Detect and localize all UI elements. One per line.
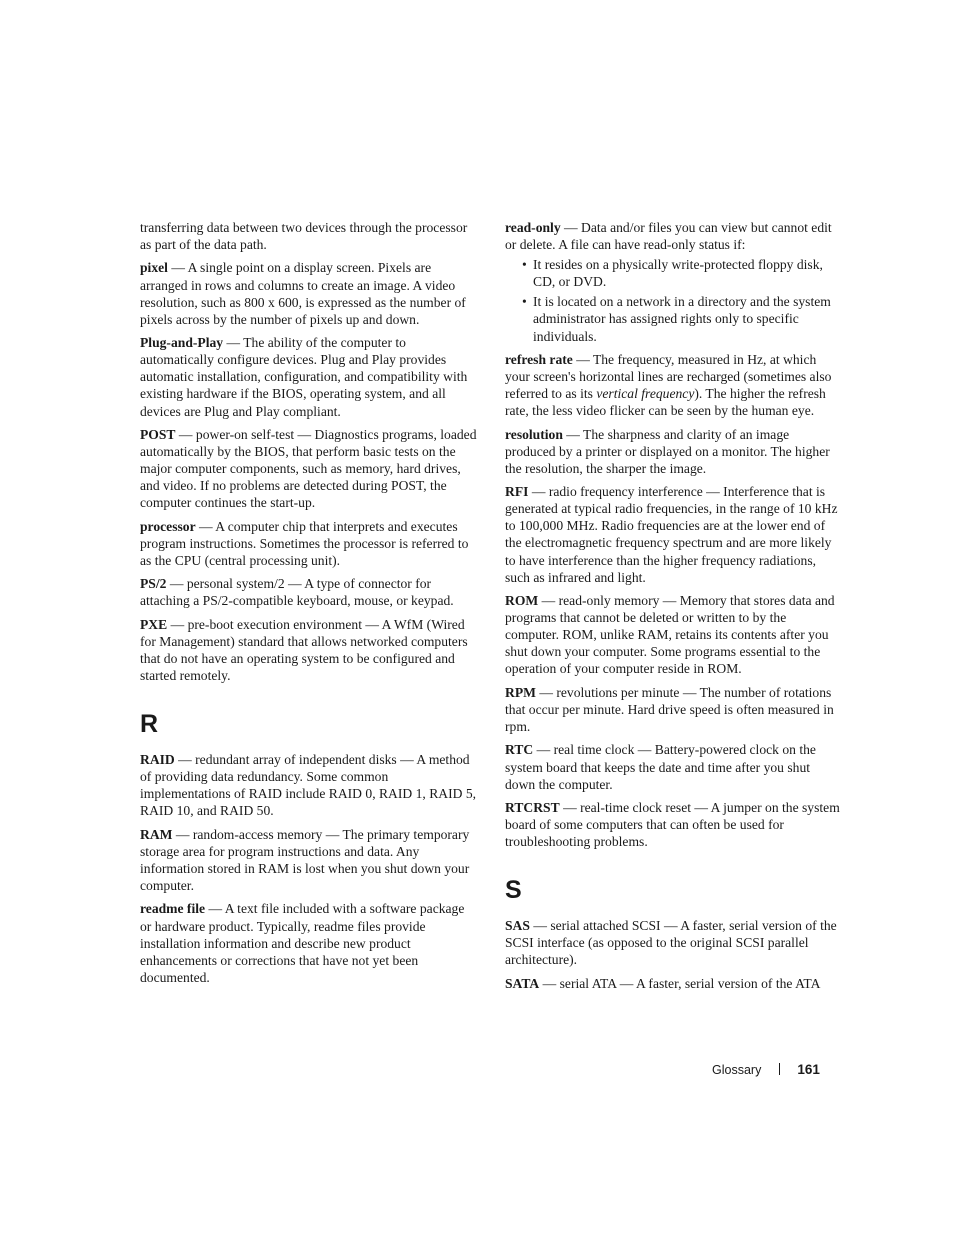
glossary-entry-ram <box>140 826 478 894</box>
entry-definition: — real-time clock reset — A jumper on the system board of some computers that can often be used for troubleshooting problems. <box>505 799 840 850</box>
entry-term: readme file <box>140 901 206 917</box>
entry-term: PS/2 <box>140 576 167 592</box>
page-footer <box>712 1061 820 1079</box>
glossary-entry-rom <box>505 592 843 677</box>
entry-term: PXE <box>140 616 168 632</box>
right-column <box>505 219 843 998</box>
left-column <box>140 219 478 992</box>
entry-definition: — The sharpness and clarity of an image produced by a printer or displayed on a monitor. The higher the resolution, the sharper the image. <box>505 426 830 476</box>
glossary-entry-rfi <box>505 483 843 586</box>
entry-definition: — read-only memory — Memory that stores data and programs that cannot be deleted or written to by the computer. ROM, unlike RAM, retains its contents after you shut down your computer. Some programs essential to the operation of your computer reside in ROM. <box>505 593 835 677</box>
glossary-entry-refresh-rate <box>505 351 843 419</box>
entry-term: POST <box>140 426 176 442</box>
section-heading-r: R <box>140 710 159 739</box>
glossary-entry-read-only <box>505 219 843 253</box>
glossary-entry-resolution <box>505 426 843 477</box>
list-item: • It resides on a physically write-protected floppy disk, CD, or DVD. <box>505 256 843 290</box>
entry-term: ROM <box>505 593 539 609</box>
entry-definition: — A text file included with a software package or hardware product. Typically, readme files provide installation information and describe new product enhancements or corrections that have not yet been documented. <box>140 901 465 985</box>
entry-definition: — real time clock — Battery-powered clock on the system board that keeps the date and time after you shut down the computer. <box>505 742 816 792</box>
entry-definition: — The ability of the computer to automatically configure devices. Plug and Play provides automatic installation, configuration, and compatibility with existing hardware if the BIOS, operating system, and all devices are Plug and Play compliant. <box>140 335 468 419</box>
read-only-bullet-list <box>505 256 843 344</box>
entry-term: RPM <box>505 684 536 700</box>
entry-definition: — personal system/2 — A type of connector for attaching a PS/2-compatible keyboard, mouse, or keypad. <box>140 576 454 609</box>
list-item: • It is located on a network in a directory and the system administrator has assigned rights only to specific individuals. <box>505 293 843 344</box>
entry-definition: — redundant array of independent disks — A method of providing data redundancy. Some common implementations of RAID include RAID 0, RAID 1, RAID 5, RAID 10, and RAID 50. <box>140 752 477 819</box>
entry-definition: — serial attached SCSI — A faster, serial version of the SCSI interface (as opposed to the original SCSI parallel architecture). <box>505 918 837 968</box>
entry-definition: — A computer chip that interprets and executes program instructions. Sometimes the processor is referred to as the CPU (central processing unit). <box>140 518 469 568</box>
entry-definition: — pre-boot execution environment — A WfM (Wired for Management) standard that allows networked computers that do not have an operating system to be configured and started remotely. <box>140 616 468 684</box>
entry-term: RAM <box>140 826 173 842</box>
glossary-entry-readme-file <box>140 900 478 985</box>
section-heading-s: S <box>505 876 522 905</box>
entry-definition: — random-access memory — The primary temporary storage area for program instructions and data. Any information stored in RAM is lost when you shut down your computer. <box>140 826 470 894</box>
glossary-entry-sas <box>505 917 843 968</box>
glossary-entry-plug-and-play <box>140 334 478 419</box>
footer-divider <box>779 1063 780 1075</box>
entry-definition: — Data and/or files you can view but cannot edit or delete. A file can have read-only status if: <box>505 220 832 253</box>
entry-term: SAS <box>505 918 530 934</box>
entry-definition: — radio frequency interference — Interference that is generated at typical radio frequencies, in the range of 10 kHz to 100,000 MHz. Radio frequencies are at the lower end of the electromagnetic frequency spectrum and are more likely to have interference than the higher frequency radiations, such as infrared and light. <box>505 484 838 585</box>
entry-term: pixel <box>140 260 168 276</box>
footer-section-label: Glossary <box>712 1063 762 1077</box>
entry-term: resolution <box>505 426 563 442</box>
glossary-entry-ps2 <box>140 575 478 609</box>
entry-definition-continued: ). The higher the refresh rate, the less video flicker can be seen by the human eye. <box>505 386 826 419</box>
entry-term: RAID <box>140 752 175 768</box>
glossary-entry-rpm <box>505 684 843 735</box>
glossary-entry-rtcrst <box>505 799 843 850</box>
glossary-entry-pixel <box>140 259 478 327</box>
entry-term: RTCRST <box>505 799 560 815</box>
entry-term: RTC <box>505 742 534 758</box>
page-number: 161 <box>797 1062 820 1077</box>
entry-term: Plug-and-Play <box>140 335 224 351</box>
glossary-entry-sata <box>505 975 843 992</box>
entry-definition: — revolutions per minute — The number of rotations that occur per minute. Hard drive speed is often measured in rpm. <box>505 684 834 735</box>
glossary-entry-pxe <box>140 616 478 684</box>
entry-term: RFI <box>505 484 529 500</box>
entry-definition: — power-on self-test — Diagnostics programs, loaded automatically by the BIOS, that perform basic tests on the major computer components, such as memory, hard drives, and video. If no problems are detected during POST, the computer continues the start-up. <box>140 426 477 511</box>
entry-term: processor <box>140 518 196 534</box>
entry-definition: — serial ATA — A faster, serial version of the ATA <box>539 975 821 991</box>
entry-term: read-only <box>505 220 561 235</box>
entry-term: refresh rate <box>505 351 573 367</box>
entry-definition: — The frequency, measured in Hz, at which your screen's horizontal lines are recharged (sometimes also referred to as its <box>505 351 832 402</box>
glossary-entry-raid <box>140 751 478 819</box>
continuation-paragraph: transferring data between two devices through the processor as part of the data path. <box>140 220 468 253</box>
italic-term: vertical frequency <box>596 386 695 402</box>
entry-definition: — A single point on a display screen. Pixels are arranged in rows and columns to create an image. A video resolution, such as 800 x 600, is expressed as the number of pixels across by the number of pixels up and down. <box>140 260 466 327</box>
glossary-entry-processor <box>140 518 478 569</box>
glossary-entry-rtc <box>505 741 843 792</box>
entry-term: SATA <box>505 975 540 991</box>
glossary-entry-post <box>140 426 478 511</box>
